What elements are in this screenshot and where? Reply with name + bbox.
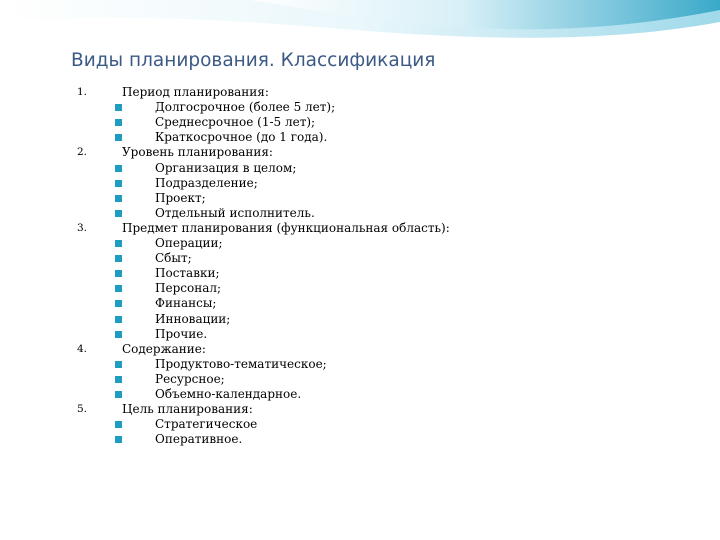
- square-bullet-icon: [115, 119, 122, 126]
- square-bullet-icon: [115, 376, 122, 383]
- section-number: 2.: [77, 146, 88, 159]
- list-item-text: Долгосрочное (более 5 лет);: [155, 100, 336, 115]
- list-item-text: Организация в целом;: [155, 160, 297, 175]
- square-bullet-icon: [115, 240, 122, 247]
- list-item-text: Стратегическое: [155, 417, 258, 432]
- square-bullet-icon: [115, 195, 122, 202]
- section-heading: Период планирования:: [122, 85, 269, 99]
- square-bullet-icon: [115, 361, 122, 368]
- slide-title: Виды планирования. Классификация: [71, 50, 436, 71]
- square-bullet-icon: [115, 300, 122, 307]
- square-bullet-icon: [115, 134, 122, 141]
- section-number: 5.: [77, 403, 88, 416]
- section-heading: Уровень планирования:: [122, 145, 273, 160]
- list-item-text: Оперативное.: [155, 432, 243, 447]
- list-item-text: Инновации;: [155, 311, 231, 326]
- section-heading: Предмет планирования (функциональная область):: [122, 220, 450, 235]
- list-item-text: Отдельный исполнитель.: [155, 205, 315, 220]
- list-item-text: Краткосрочное (до 1 года).: [155, 130, 328, 145]
- list-item-text: Подразделение;: [155, 175, 258, 190]
- list-item-text: Объемно-календарное.: [155, 387, 302, 401]
- list-item-text: Ресурсное;: [155, 371, 225, 386]
- square-bullet-icon: [115, 165, 122, 172]
- section-heading: Цель планирования:: [122, 402, 253, 417]
- square-bullet-icon: [115, 391, 122, 398]
- list-item-text: Сбыт;: [155, 251, 192, 266]
- list-item-text: Операции;: [155, 236, 223, 250]
- square-bullet-icon: [115, 104, 122, 111]
- list-item-text: Продуктово-тематическое;: [155, 356, 327, 371]
- square-bullet-icon: [115, 331, 122, 338]
- square-bullet-icon: [115, 180, 122, 187]
- list-item-text: Проект;: [155, 190, 206, 205]
- list-item-text: Персонал;: [155, 281, 222, 296]
- section-number: 3.: [77, 221, 88, 234]
- section-number: 4.: [77, 342, 88, 355]
- list-item-text: Прочие.: [155, 326, 208, 341]
- square-bullet-icon: [115, 316, 122, 323]
- section-heading: Содержание:: [122, 341, 206, 356]
- square-bullet-icon: [115, 255, 122, 262]
- square-bullet-icon: [115, 421, 122, 428]
- square-bullet-icon: [115, 270, 122, 277]
- list-item-text: Финансы;: [155, 296, 217, 311]
- list-item-text: Среднесрочное (1-5 лет);: [155, 115, 316, 130]
- list-item-text: Поставки;: [155, 266, 220, 281]
- section-number: 1.: [77, 86, 88, 98]
- square-bullet-icon: [115, 436, 122, 443]
- square-bullet-icon: [115, 210, 122, 217]
- square-bullet-icon: [115, 285, 122, 292]
